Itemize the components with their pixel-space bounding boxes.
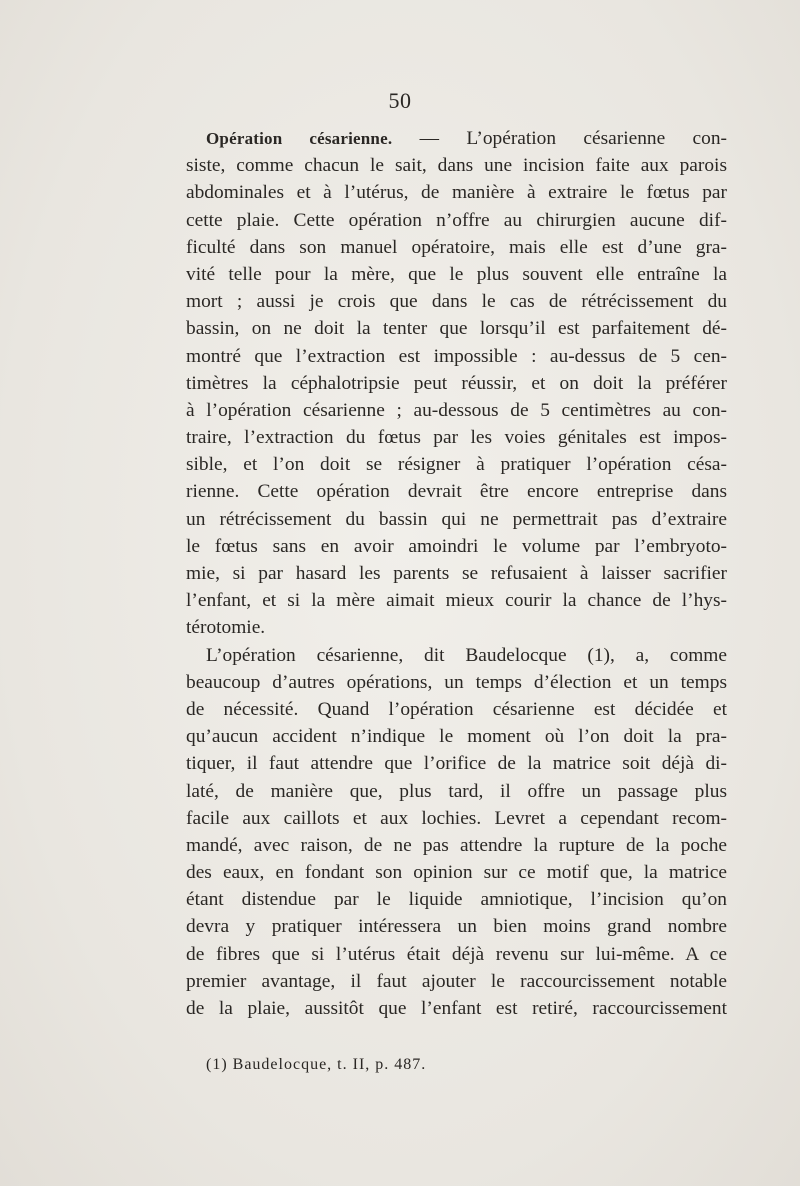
paragraph-1-line: cette plaie. Cette opération n’offre au chirurgien aucune dif-: [186, 209, 727, 231]
paragraph-1-line: mie, si par hasard les parents se refusaient à laisser sacrifier: [186, 563, 727, 584]
paragraph-2-line-1: L’opération césarienne, dit Baudelocque (1), a, comme: [206, 644, 727, 666]
paragraph-2-line: devra y pratiquer intéressera un bien moins grand nombre: [186, 916, 727, 938]
paragraph-1-line: bassin, on ne doit la tenter que lorsqu’il est parfaitement dé-: [186, 318, 727, 340]
paragraph-1-line: abdominales et à l’utérus, de manière à extraire le fœtus par: [186, 182, 727, 204]
paragraph-1-line: siste, comme chacun le sait, dans une incision faite aux parois: [186, 155, 727, 177]
paragraph-2-line: facile aux caillots et aux lochies. Levret a cependant recom-: [186, 807, 727, 829]
paragraph-1-line: vité telle pour la mère, que le plus souvent elle entraîne la: [186, 263, 727, 285]
paragraph-2-line: mandé, avec raison, de ne pas attendre la rupture de la poche: [186, 834, 727, 856]
paragraph-2-line: de la plaie, aussitôt que l’enfant est retiré, raccourcissement: [186, 998, 727, 1019]
page-number: 50: [388, 88, 412, 113]
paragraph-2-line: de fibres que si l’utérus était déjà revenu sur lui-même. A ce: [186, 943, 727, 965]
paragraph-1-line: sible, et l’on doit se résigner à pratiquer l’opération césa-: [186, 454, 727, 476]
paragraph-2-line: étant distendue par le liquide amniotique, l’incision qu’on: [186, 889, 727, 911]
paragraph-1-line-1: [186, 125, 727, 152]
paragraph-1-line: mort ; aussi je crois que dans le cas de rétrécissement du: [186, 291, 727, 313]
body-text: [186, 125, 727, 1022]
paragraph-1-last-line: térotomie.: [186, 617, 266, 639]
paragraph-2-line: laté, de manière que, plus tard, il offre un passage plus: [186, 780, 727, 802]
paragraph-1-first-line-text: — L’opération césarienne con-: [392, 128, 727, 149]
footnote: (1) Baudelocque, t. II, p. 487.: [206, 1056, 427, 1073]
paragraph-1-line: à l’opération césarienne ; au-dessous de 5 centimètres au con-: [186, 399, 727, 421]
paragraph-1-line: rienne. Cette opération devrait être encore entreprise dans: [186, 481, 727, 503]
paragraph-2-line: qu’aucun accident n’indique le moment où l’on doit la pra-: [186, 726, 727, 748]
paragraph-1-line: montré que l’extraction est impossible : au-dessus de 5 cen-: [186, 345, 727, 367]
paragraph-1-line: le fœtus sans en avoir amoindri le volume par l’embryoto-: [186, 535, 727, 557]
paragraph-1-line: timètres la céphalotripsie peut réussir, et on doit la préférer: [186, 372, 727, 394]
paragraph-2-line: beaucoup d’autres opérations, un temps d’élection et un temps: [186, 671, 727, 693]
section-title: Opération césarienne.: [206, 129, 393, 148]
paragraph-2-line: tiquer, il faut attendre que l’orifice de la matrice soit déjà di-: [186, 753, 727, 775]
paragraph-1-line: l’enfant, et si la mère aimait mieux courir la chance de l’hys-: [186, 590, 727, 612]
paragraph-1-line: un rétrécissement du bassin qui ne permettrait pas d’extraire: [186, 508, 727, 530]
paragraph-2-line: premier avantage, il faut ajouter le raccourcissement notable: [186, 970, 727, 992]
paragraph-1-line: ficulté dans son manuel opératoire, mais elle est d’une gra-: [186, 236, 727, 258]
paragraph-1-line: traire, l’extraction du fœtus par les voies génitales est impos-: [186, 427, 727, 449]
paragraph-2-line: des eaux, en fondant son opinion sur ce motif que, la matrice: [186, 862, 727, 884]
paragraph-2-line: de nécessité. Quand l’opération césarienne est décidée et: [186, 698, 727, 720]
